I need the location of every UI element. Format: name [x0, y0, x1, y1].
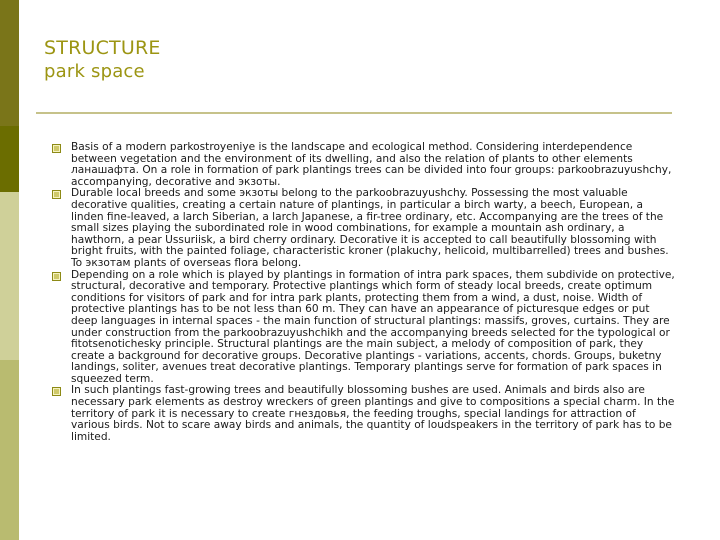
square-bullet-icon — [52, 190, 61, 199]
square-bullet-icon — [52, 272, 61, 281]
bullet-text: Depending on a role which is played by plantings in formation of intra park spaces, them subdivide on protective, structural, decorative and temporary. Protective plantings which form of steady local breeds, create optimum conditions for visitors of park and for intra park plants, protecting them from a wind, a dust, noise. Width of protective plantings has to be not less than 60 m. They can have an appearance of picturesque edges or put deep languages in internal spaces - the main function of structural plantings: massifs, groves, curtains. They are under construction from the parkoobrazuyushchikh and the accompanying breeds selected for the typological or fitotsenotichesky principle. Structural plantings are the main subject, a melody of composition of park, they create a background for decorative groups. Decorative plantings - variations, accents, chords. Groups, buketny landings, soliter, avenues treat decorative plantings. Temporary plantings serve for formation of park spaces in squeezed term. — [71, 268, 675, 385]
sidebar-block-top — [0, 0, 19, 126]
square-bullet-icon — [52, 387, 61, 396]
slide-title-block — [44, 36, 161, 84]
sidebar-decoration — [0, 0, 19, 540]
bullet-text: Durable local breeds and some экзоты belong to the parkoobrazuyushchy. Possessing the most valuable decorative qualities, creating a certain nature of plantings, in particular a birch warty, a beech, European, a linden fine-leaved, a larch Siberian, a larch Japanese, a fir-tree ordinary, etc. Accompanying are the trees of the small sizes playing the subordinated role in wood combinations, for example a mountain ash ordinary, a hawthorn, a pear Ussuriisk, a bird cherry ordinary. Decorative it is accepted to call beautifully blossoming with bright fruits, with the painted foliage, characteristic kroner (plakuchy, helicoid, multibarrelled) trees and bushes. To экзотам plants of overseas flora belong. — [71, 187, 669, 269]
bullet-item — [50, 142, 676, 188]
square-bullet-icon — [52, 144, 61, 153]
bullet-item — [50, 188, 676, 269]
title-divider — [36, 112, 672, 114]
sidebar-block-light — [0, 192, 19, 360]
sidebar-block-dark — [0, 126, 19, 192]
sidebar-block-olive — [0, 360, 19, 540]
bullet-item — [50, 270, 676, 386]
bullet-list — [50, 142, 676, 443]
bullet-text: In such plantings fast-growing trees and beautifully blossoming bushes are used. Animals and birds also are necessary park elements as destroy wreckers of green plantings and give to compositions a special charm. In the territory of park it is necessary to create гнездовья, the feeding troughs, special landings for attraction of various birds. Not to scare away birds and animals, the quantity of loudspeakers in the territory of park has to be limited. — [71, 384, 675, 443]
bullet-text: Basis of a modern parkostroyeniye is the landscape and ecological method. Considering interdependence between vegetation and the environment of its dwelling, and also the relation of plants to other elements ланашафта. On a role in formation of park plantings trees can be divided into four groups: parkoobrazuyushchy, accompanying, decorative and экзоты. — [71, 141, 672, 188]
slide-subtitle: park space — [44, 61, 145, 82]
slide-title: STRUCTURE — [44, 37, 161, 59]
bullet-item — [50, 385, 676, 443]
